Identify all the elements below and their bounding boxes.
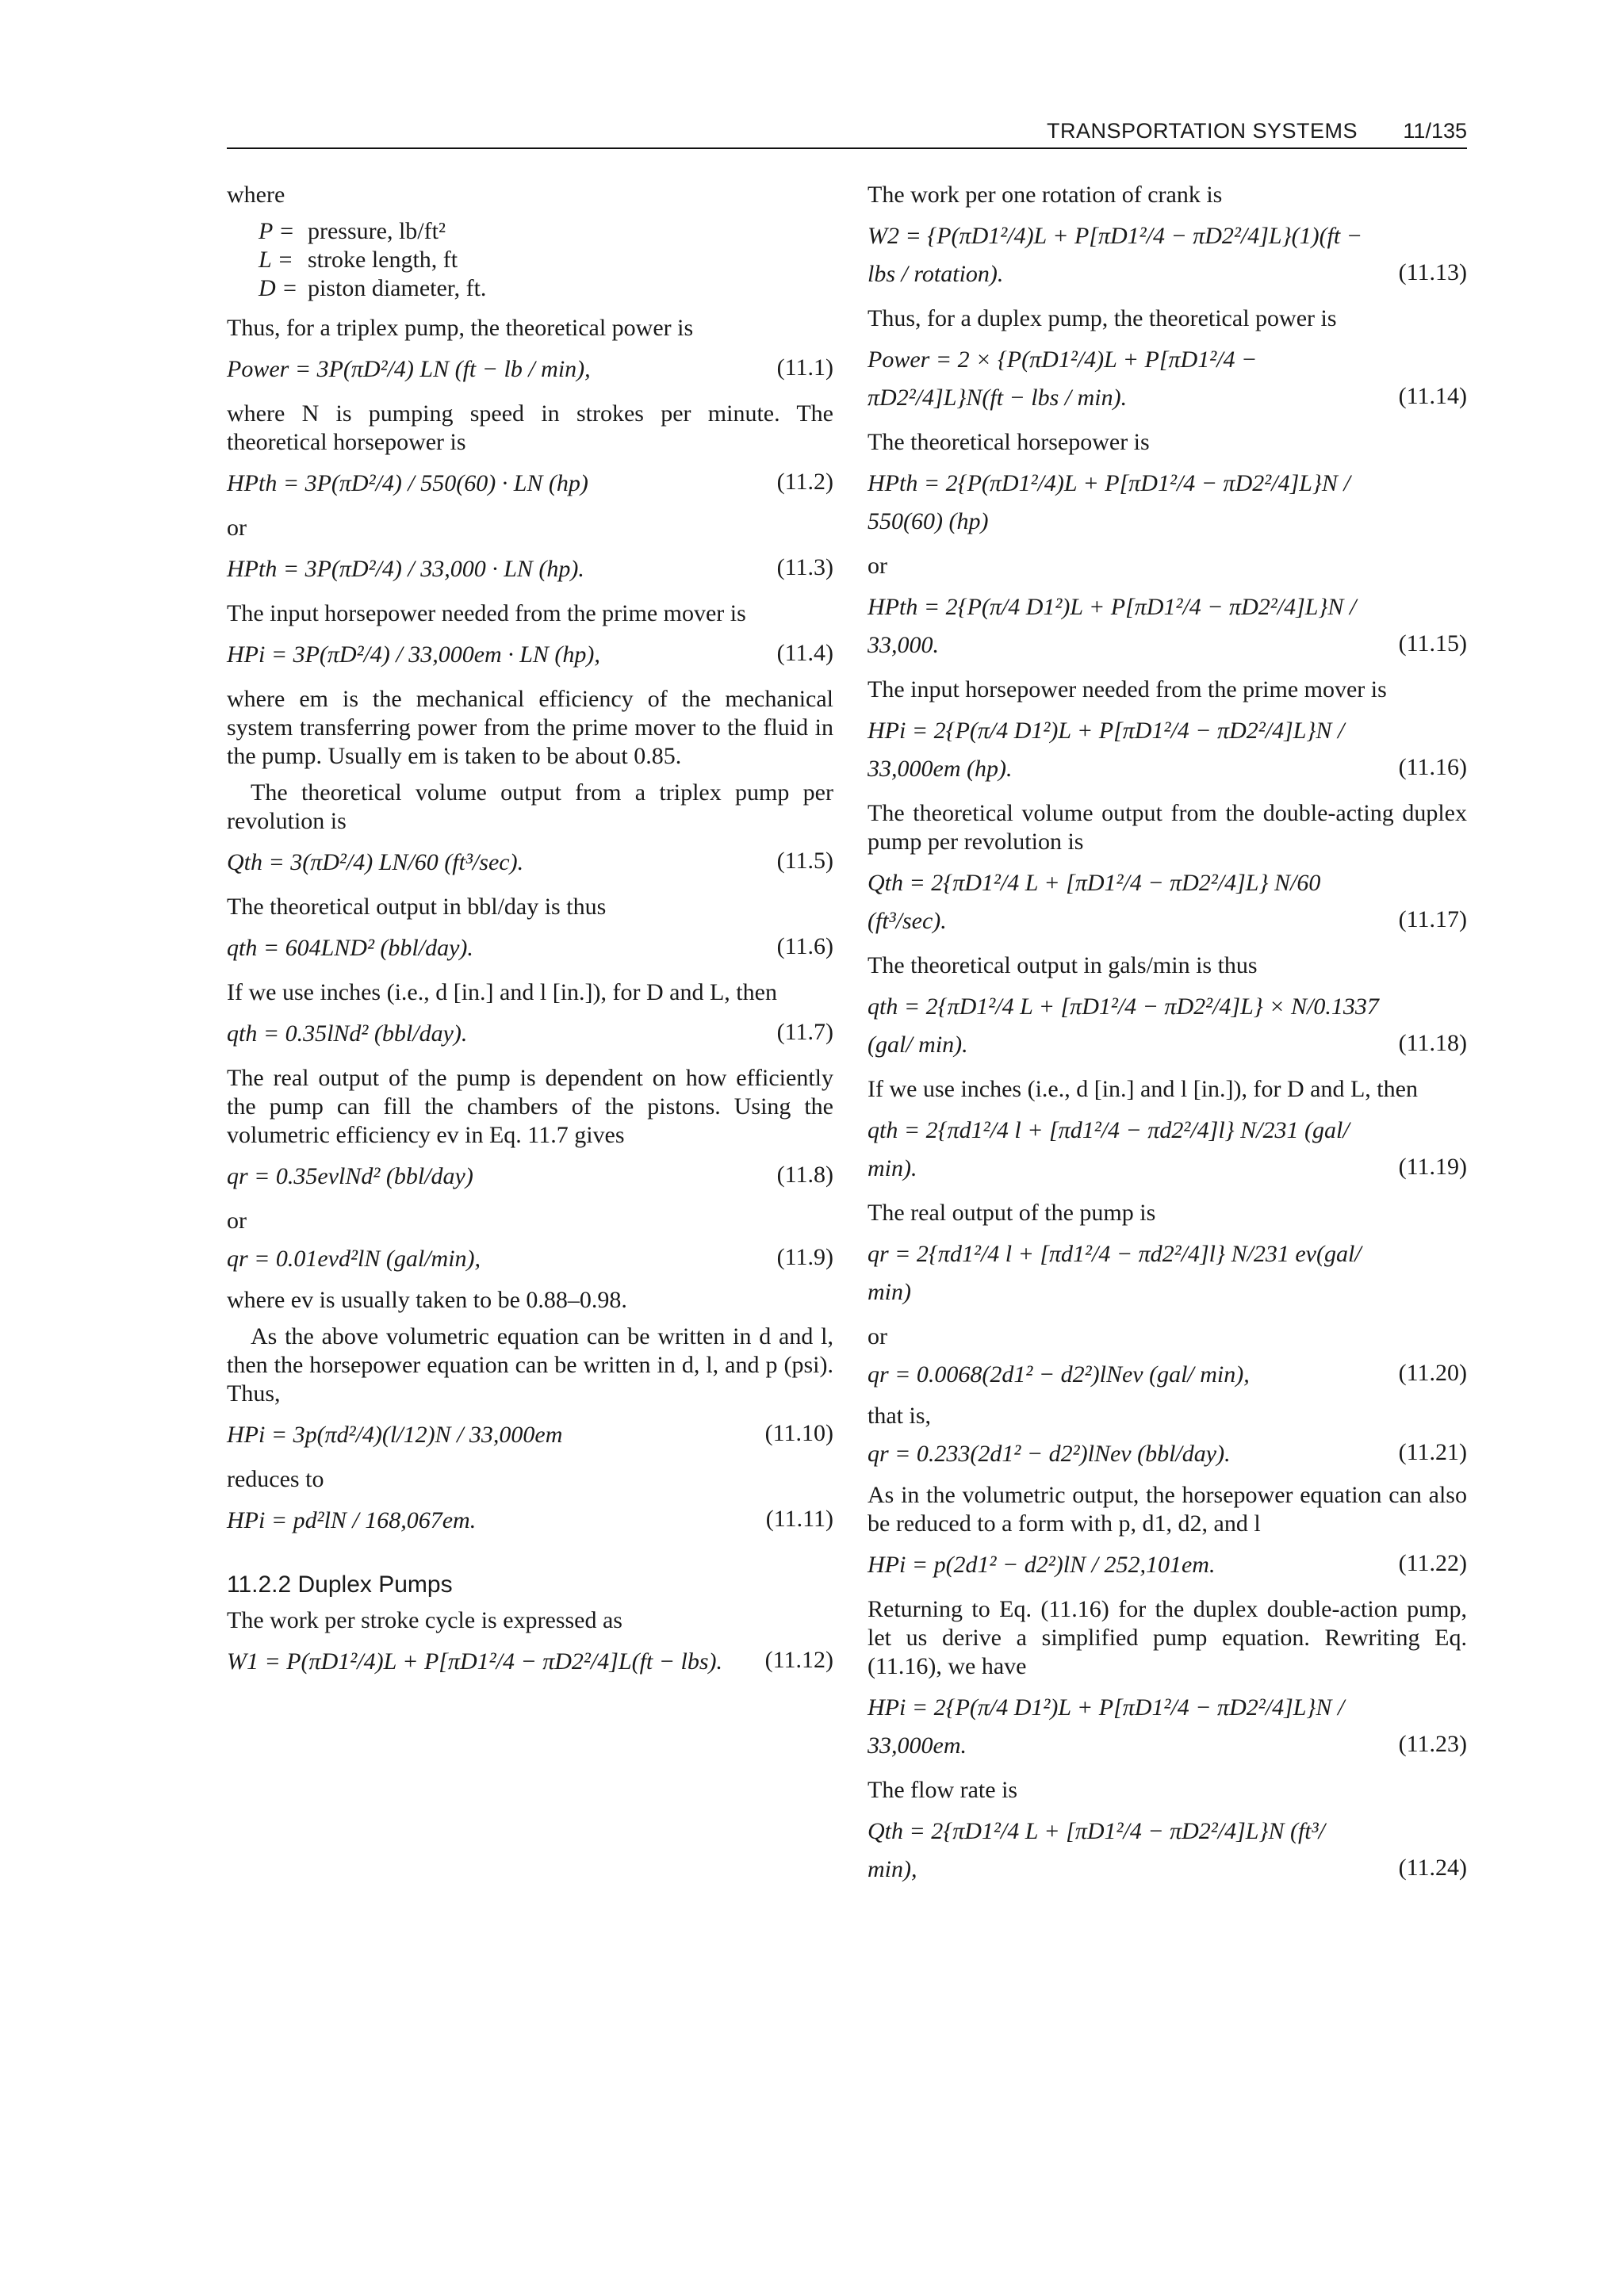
equation-number: (11.21): [1398, 1439, 1467, 1465]
paragraph: where em is the mechanical efficiency of the mechanical system transferring power from the prime mover to the fluid in the pump. Usually em is taken to be about 0.85.: [227, 686, 833, 769]
equation-number: (11.9): [776, 1244, 833, 1270]
paragraph: or: [868, 553, 887, 579]
paragraph: The input horsepower needed from the prime mover is: [868, 676, 1387, 702]
equation: HPth = 2{P(πD1²/4)L + P[πD1²/4 − πD2²/4]L}N / 550(60) (hp): [868, 470, 1350, 534]
equation: qth = 604LND² (bbl/day). (11.6): [227, 929, 833, 967]
equation-number: (11.3): [776, 554, 833, 580]
equation-number: (11.5): [776, 848, 833, 874]
equation-number: (11.17): [1398, 906, 1467, 932]
equation: HPi = 3p(πd²/4)(l/12)N / 33,000em (11.10): [227, 1416, 833, 1454]
left-column: [227, 181, 833, 1692]
definition-item: L = stroke length, ft: [259, 247, 458, 273]
equation-number: (11.15): [1398, 630, 1467, 657]
paragraph: Thus, for a duplex pump, the theoretical power is: [868, 305, 1337, 331]
equation: Power = 2 × {P(πD1²/4)L + P[πD1²/4 − πD2²/4]L}N(ft − lbs / min). (11.14): [868, 341, 1467, 417]
equation: HPth = 2{P(π/4 D1²)L + P[πD1²/4 − πD2²/4]L}N / 33,000. (11.15): [868, 588, 1467, 664]
paragraph: The theoretical volume output from the double-acting duplex pump per revolution is: [868, 800, 1467, 855]
equation: Power = 3P(πD²/4) LN (ft − lb / min), (11.1): [227, 350, 833, 389]
equation: HPi = 2{P(π/4 D1²)L + P[πD1²/4 − πD2²/4]L}N / 33,000em (hp). (11.16): [868, 712, 1467, 788]
equation: qr = 0.0068(2d1² − d2²)lNev (gal/ min), (11.20): [868, 1359, 1467, 1391]
equation-number: (11.2): [776, 469, 833, 495]
section-heading: 11.2.2 Duplex Pumps: [227, 1571, 453, 1598]
paragraph: that is,: [868, 1403, 931, 1429]
equation: W1 = P(πD1²/4)L + P[πD1²/4 − πD2²/4]L(ft − lbs). (11.12): [227, 1643, 833, 1681]
paragraph: The work per one rotation of crank is: [868, 182, 1223, 208]
equation-number: (11.12): [764, 1647, 833, 1673]
paragraph: The theoretical output in bbl/day is thus: [227, 894, 607, 920]
paragraph: The input horsepower needed from the prime mover is: [227, 600, 746, 626]
equation-number: (11.13): [1398, 259, 1467, 285]
paragraph: The real output of the pump is: [868, 1200, 1156, 1226]
equation: qth = 2{πD1²/4 L + [πD1²/4 − πD2²/4]L} × N/0.1337 (gal/ min). (11.18): [868, 988, 1467, 1064]
equation: HPi = 3P(πD²/4) / 33,000em · LN (hp), (11.4): [227, 636, 833, 674]
paragraph: If we use inches (i.e., d [in.] and l [in.]), for D and L, then: [868, 1076, 1418, 1102]
paragraph: As in the volumetric output, the horsepower equation can also be reduced to a form with p, d1, d2, and l: [868, 1482, 1467, 1537]
equation: qth = 2{πd1²/4 l + [πd1²/4 − πd2²/4]l} N/231 (gal/ min). (11.19): [868, 1112, 1467, 1188]
definition-list: [259, 217, 833, 303]
equation: HPi = pd²lN / 168,067em. (11.11): [227, 1502, 833, 1540]
definition-item: D = piston diameter, ft.: [259, 275, 487, 301]
equation: qr = 2{πd1²/4 l + [πd1²/4 − πd2²/4]l} N/231 ev(gal/ min): [868, 1241, 1362, 1305]
paragraph: The real output of the pump is dependent on how efficiently the pump can fill the chambers of the pistons. Using the volumetric efficiency ev in Eq. 11.7 gives: [227, 1065, 833, 1148]
paragraph: or: [227, 515, 247, 541]
equation: Qth = 2{πD1²/4 L + [πD1²/4 − πD2²/4]L}N (ft³/ min), (11.24): [868, 1813, 1467, 1889]
paragraph: reduces to: [227, 1466, 324, 1492]
equation: HPth = 3P(πD²/4) / 33,000 · LN (hp). (11.3): [227, 550, 833, 588]
equation-number: (11.8): [776, 1162, 833, 1188]
paragraph: The theoretical horsepower is: [868, 429, 1150, 455]
equation: Qth = 3(πD²/4) LN/60 (ft³/sec). (11.5): [227, 844, 833, 882]
equation-number: (11.23): [1398, 1731, 1467, 1757]
equation: qth = 0.35lNd² (bbl/day). (11.7): [227, 1015, 833, 1053]
equation: qr = 0.233(2d1² − d2²)lNev (bbl/day). (11.21): [868, 1438, 1467, 1470]
equation-number: (11.4): [776, 640, 833, 666]
equation: W2 = {P(πD1²/4)L + P[πD1²/4 − πD2²/4]L}(1)(ft − lbs / rotation). (11.13): [868, 217, 1467, 293]
equation-number: (11.19): [1398, 1154, 1467, 1180]
equation-number: (11.1): [776, 354, 833, 381]
equation-number: (11.11): [765, 1506, 833, 1532]
equation-number: (11.16): [1398, 754, 1467, 780]
equation-number: (11.20): [1398, 1360, 1467, 1386]
running-title: TRANSPORTATION SYSTEMS: [1046, 119, 1358, 143]
paragraph: The work per stroke cycle is expressed as: [227, 1607, 622, 1633]
equation-number: (11.14): [1398, 383, 1467, 409]
paragraph: As the above volumetric equation can be written in d and l, then the horsepower equation can be written in d, l, and p (psi). Thus,: [227, 1323, 833, 1407]
paragraph: The theoretical volume output from a triplex pump per revolution is: [227, 779, 833, 834]
paragraph: where N is pumping speed in strokes per minute. The theoretical horsepower is: [227, 400, 833, 455]
page-number: 11/135: [1403, 119, 1467, 143]
paragraph: where: [227, 182, 285, 208]
paragraph: Returning to Eq. (11.16) for the duplex double-action pump, let us derive a simplified pump equation. Rewriting Eq. (11.16), we have: [868, 1596, 1467, 1679]
equation-number: (11.10): [764, 1420, 833, 1446]
equation: HPth = 3P(πD²/4) / 550(60) · LN (hp) (11.2): [227, 465, 833, 503]
equation-number: (11.18): [1398, 1030, 1467, 1056]
equation: HPi = 2{P(π/4 D1²)L + P[πD1²/4 − πD2²/4]L}N / 33,000em. (11.23): [868, 1689, 1467, 1765]
running-header: [227, 119, 1467, 149]
equation: qr = 0.35evlNd² (bbl/day) (11.8): [227, 1158, 833, 1196]
equation: qr = 0.01evd²lN (gal/min), (11.9): [227, 1243, 833, 1275]
equation-number: (11.22): [1398, 1550, 1467, 1576]
paragraph: The flow rate is: [868, 1777, 1018, 1803]
equation: Qth = 2{πD1²/4 L + [πD1²/4 − πD2²/4]L} N/60 (ft³/sec). (11.17): [868, 864, 1467, 940]
equation-number: (11.24): [1398, 1855, 1467, 1881]
paragraph: If we use inches (i.e., d [in.] and l [in.]), for D and L, then: [227, 979, 777, 1005]
right-column: [868, 181, 1467, 1900]
paragraph: The theoretical output in gals/min is thus: [868, 952, 1258, 978]
paragraph: where ev is usually taken to be 0.88–0.98.: [227, 1287, 627, 1313]
definition-item: P = pressure, lb/ft²: [259, 218, 446, 244]
equation-number: (11.6): [776, 933, 833, 959]
equation: HPi = p(2d1² − d2²)lN / 252,101em. (11.22): [868, 1546, 1467, 1584]
equation-number: (11.7): [776, 1019, 833, 1045]
paragraph: or: [868, 1323, 887, 1349]
paragraph: or: [227, 1208, 247, 1234]
paragraph: Thus, for a triplex pump, the theoretical power is: [227, 315, 694, 341]
